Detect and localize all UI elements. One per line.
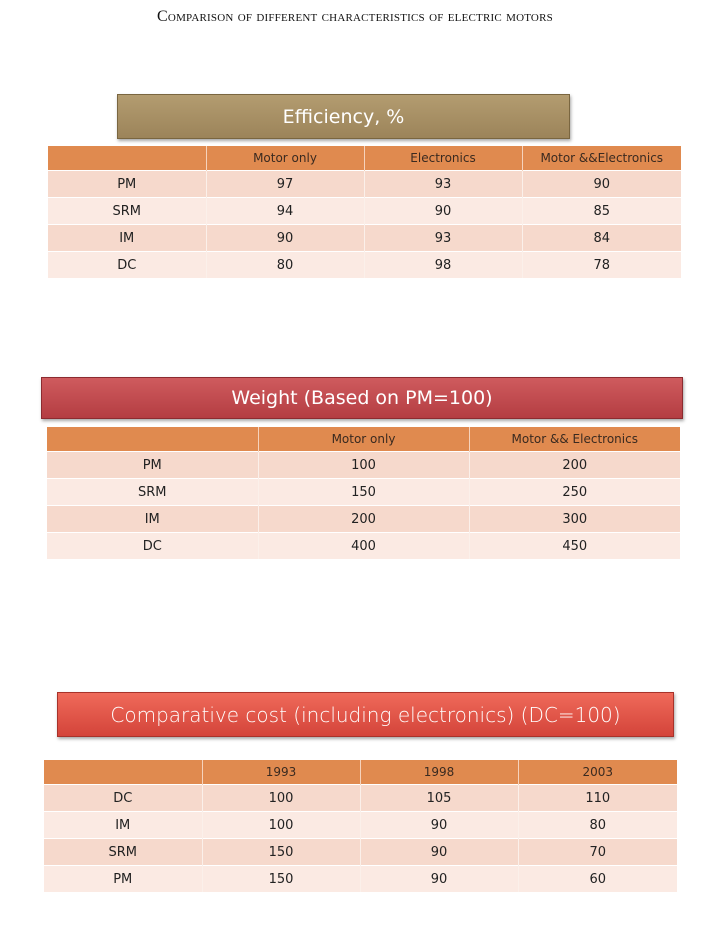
table-cell: 150 xyxy=(202,866,360,893)
row-label: SRM xyxy=(47,479,258,506)
table-cell: 90 xyxy=(360,866,518,893)
table-cell: 90 xyxy=(522,171,681,198)
column-header xyxy=(44,760,202,785)
table-row xyxy=(44,812,677,839)
table-header-row xyxy=(44,760,677,785)
column-header: Motor only xyxy=(258,427,469,452)
table-cell: 250 xyxy=(469,479,680,506)
table-cell: 78 xyxy=(522,252,681,279)
table-row xyxy=(44,839,677,866)
row-label: PM xyxy=(48,171,206,198)
row-label: DC xyxy=(44,785,202,812)
table-cell: 90 xyxy=(360,839,518,866)
table-row xyxy=(48,171,681,198)
table-row xyxy=(47,479,680,506)
table-cell: 400 xyxy=(258,533,469,560)
table-cell: 93 xyxy=(364,225,522,252)
table-cell: 90 xyxy=(364,198,522,225)
table-row xyxy=(47,506,680,533)
column-header: Motor only xyxy=(206,146,364,171)
column-header: Electronics xyxy=(364,146,522,171)
table-cell: 84 xyxy=(522,225,681,252)
column-header: Motor && Electronics xyxy=(469,427,680,452)
column-header: 1998 xyxy=(360,760,518,785)
table-cell: 100 xyxy=(202,785,360,812)
table-header-row xyxy=(47,427,680,452)
table-cell: 70 xyxy=(518,839,677,866)
table-cell: 97 xyxy=(206,171,364,198)
row-label: IM xyxy=(44,812,202,839)
row-label: IM xyxy=(48,225,206,252)
table-cell: 100 xyxy=(258,452,469,479)
table-cell: 80 xyxy=(206,252,364,279)
row-label: SRM xyxy=(48,198,206,225)
table-cell: 450 xyxy=(469,533,680,560)
cost-banner: Comparative cost (including electronics) (DC=100) xyxy=(57,692,674,737)
row-label: PM xyxy=(47,452,258,479)
table-row xyxy=(47,452,680,479)
efficiency-table xyxy=(48,146,681,278)
table-cell: 90 xyxy=(360,812,518,839)
column-header xyxy=(48,146,206,171)
row-label: SRM xyxy=(44,839,202,866)
table-cell: 100 xyxy=(202,812,360,839)
table-row xyxy=(48,252,681,279)
table-cell: 80 xyxy=(518,812,677,839)
weight-banner: Weight (Based on PM=100) xyxy=(41,377,683,419)
column-header xyxy=(47,427,258,452)
table-row xyxy=(48,225,681,252)
efficiency-banner: Efficiency, % xyxy=(117,94,570,139)
column-header: 1993 xyxy=(202,760,360,785)
table-cell: 105 xyxy=(360,785,518,812)
row-label: DC xyxy=(48,252,206,279)
page-title: Comparison of different characteristics of electric motors xyxy=(157,8,553,25)
table-cell: 300 xyxy=(469,506,680,533)
table-cell: 200 xyxy=(469,452,680,479)
row-label: DC xyxy=(47,533,258,560)
row-label: IM xyxy=(47,506,258,533)
column-header: Motor &&Electronics xyxy=(522,146,681,171)
table-cell: 200 xyxy=(258,506,469,533)
table-row xyxy=(47,533,680,560)
table-cell: 150 xyxy=(202,839,360,866)
table-cell: 85 xyxy=(522,198,681,225)
table-cell: 150 xyxy=(258,479,469,506)
weight-table xyxy=(47,427,680,559)
table-cell: 94 xyxy=(206,198,364,225)
table-row xyxy=(44,866,677,893)
table-row xyxy=(48,198,681,225)
cost-table xyxy=(44,760,677,892)
table-cell: 98 xyxy=(364,252,522,279)
table-header-row xyxy=(48,146,681,171)
row-label: PM xyxy=(44,866,202,893)
table-cell: 60 xyxy=(518,866,677,893)
table-row xyxy=(44,785,677,812)
column-header: 2003 xyxy=(518,760,677,785)
table-cell: 110 xyxy=(518,785,677,812)
table-cell: 93 xyxy=(364,171,522,198)
table-cell: 90 xyxy=(206,225,364,252)
